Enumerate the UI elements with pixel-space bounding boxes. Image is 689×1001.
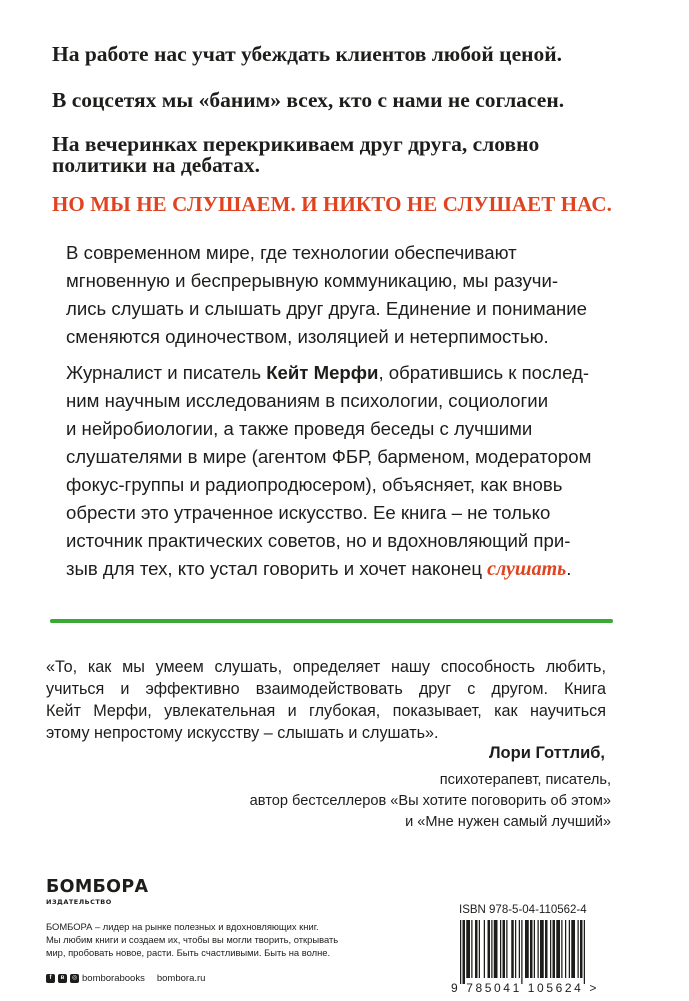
para1-line: сменяются одиночеством, изоляцией и нетерпимостью. <box>66 326 549 347</box>
para2-line: Журналист и писатель Кейт Мерфи, обратившись к послед- <box>66 362 590 383</box>
barcode-bar <box>578 920 579 978</box>
barcode-bar <box>460 920 461 984</box>
barcode-bar <box>565 920 566 978</box>
para1-line: мгновенную и беспрерывную коммуникацию, мы разучи- <box>66 270 559 291</box>
accent-word: слушать <box>487 558 567 580</box>
barcode-bar <box>534 920 535 978</box>
instagram-icon: ◎ <box>71 975 78 981</box>
credit-line: автор бестселлеров «Вы хотите поговорить об этом» <box>249 793 611 809</box>
barcode-bar <box>540 920 544 978</box>
social-links <box>46 973 205 984</box>
barcode-bar <box>475 920 478 978</box>
vk-icon: в <box>58 974 67 983</box>
barcode-bar <box>525 920 529 978</box>
barcode-bar <box>521 920 522 984</box>
barcode-digits: 9 785041 105624 > <box>451 981 599 995</box>
paragraph-intro <box>66 239 626 351</box>
quote-line: этому непростому искусству – слышать и слушать». <box>46 724 439 742</box>
credit-line: и «Мне нужен самый лучший» <box>405 814 611 830</box>
about-line: Мы любим книги и создаем их, чтобы вы могли творить, открывать <box>46 934 339 945</box>
review-quote <box>46 656 606 744</box>
logo-name: БОМБОРА <box>46 877 149 897</box>
barcode-bar <box>571 920 575 978</box>
about-line: БОМБОРА – лидер на рынке полезных и вдохновляющих книг. <box>46 921 319 932</box>
barcode <box>458 920 640 984</box>
barcode-bar <box>488 920 491 978</box>
barcode-bar <box>561 920 562 978</box>
para2-line: источник практических советов, но и вдохновляющий при- <box>66 530 571 551</box>
headline-1: На работе нас учат убеждать клиентов любой ценой. <box>52 42 563 66</box>
website: bombora.ru <box>156 973 206 984</box>
green-divider <box>50 619 613 623</box>
barcode-bar <box>471 920 472 978</box>
barcode-bar <box>556 920 560 978</box>
barcode-bar <box>569 920 570 978</box>
para2-line: ним научным исследованиям в психологии, социологии <box>66 390 549 411</box>
barcode-bar <box>519 920 520 978</box>
credit-line: психотерапевт, писатель, <box>439 772 611 788</box>
paragraph-author <box>66 359 626 583</box>
social-handle: bomborabooks <box>82 973 145 984</box>
publisher-about <box>46 920 376 959</box>
para2-line: зыв для тех, кто устал говорить и хочет наконец слушать. <box>66 558 572 580</box>
quote-line: «То, как мы умеем слушать, определяет нашу способность любить, <box>46 658 606 676</box>
facebook-icon: f <box>46 974 55 983</box>
quote-credits <box>250 770 611 833</box>
barcode-bar <box>511 920 514 978</box>
barcode-bar <box>463 920 466 984</box>
barcode-bar <box>466 920 470 978</box>
barcode-bar <box>530 920 533 978</box>
barcode-bar <box>515 920 516 978</box>
barcode-bar <box>580 920 583 978</box>
publisher-logo <box>46 878 148 906</box>
para2-line: и нейробиологии, а также проведя беседы с лучшими <box>66 418 533 439</box>
barcode-bar <box>500 920 501 978</box>
author-name: Кейт Мерфи <box>266 362 379 383</box>
barcode-bar <box>550 920 551 978</box>
headline-3: На вечеринках перекрикиваем друг друга, словно <box>52 132 540 156</box>
about-line: мир, пробовать новое, расти. Быть счастливыми. Быть на волне. <box>46 947 331 958</box>
barcode-bar <box>553 920 556 978</box>
barcode-bar <box>503 920 506 978</box>
barcode-bar <box>479 920 480 978</box>
barcode-bar <box>584 920 585 984</box>
barcode-bar <box>538 920 539 978</box>
barcode-bar <box>494 920 498 978</box>
quote-line: учиться и эффективно взаимодействовать друг с другом. Книга <box>46 680 606 698</box>
quote-line: Кейт Мерфи, увлекательная и глубокая, показывает, как научиться <box>46 702 606 720</box>
barcode-bar <box>484 920 485 978</box>
barcode-bar <box>545 920 548 978</box>
para1-line: В современном мире, где технологии обеспечивают <box>66 242 517 263</box>
isbn-label: ISBN 978-5-04-110562-4 <box>459 904 587 916</box>
headline-4: политики на дебатах. <box>52 153 260 177</box>
para2-line: фокус-группы и радиопродюсером), объясняет, как вновь <box>66 474 563 495</box>
barcode-bar <box>506 920 507 978</box>
para1-line: лись слушать и слышать друг друга. Единение и понимание <box>66 298 588 319</box>
logo-subtitle: ИЗДАТЕЛЬСТВО <box>46 898 112 906</box>
quote-author: Лори Готтлиб, <box>488 744 605 762</box>
para2-line: слушателями в мире (агентом ФБР, барменом, модератором <box>66 446 592 467</box>
caps-tagline: НО МЫ НЕ СЛУШАЕМ. И НИКТО НЕ СЛУШАЕТ НАС. <box>52 192 613 216</box>
para2-line: обрести это утраченное искусство. Ее книга – не только <box>66 502 551 523</box>
headline-2: В соцсетях мы «баним» всех, кто с нами не согласен. <box>52 88 565 112</box>
barcode-bar <box>491 920 492 978</box>
